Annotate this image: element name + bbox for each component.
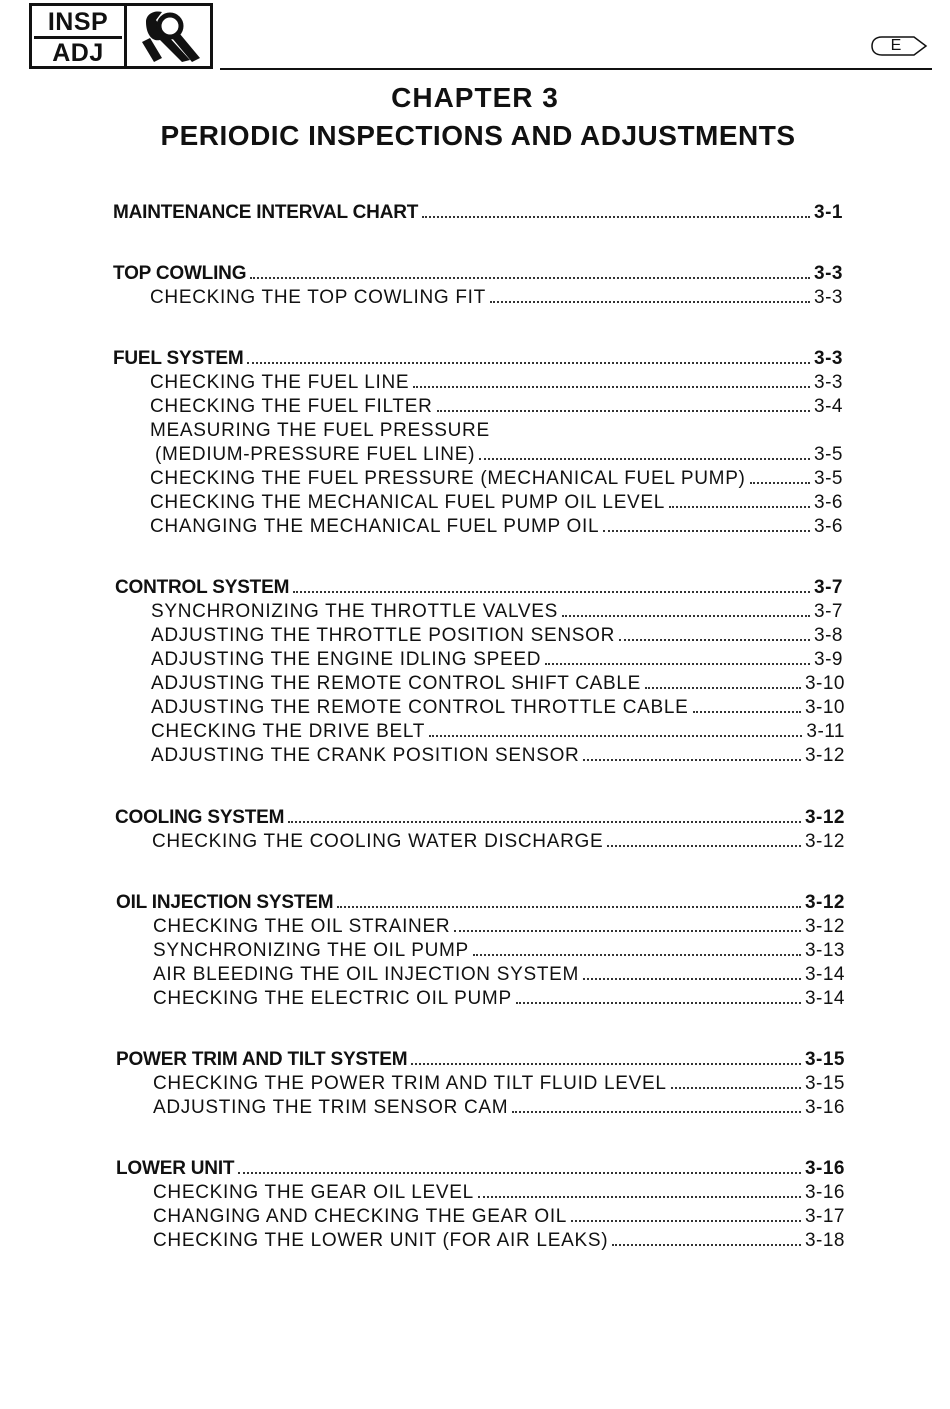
toc-leader-dots [478, 1196, 801, 1198]
toc-entry [151, 648, 843, 672]
toc-entry [150, 419, 843, 443]
toc-page-number: 3-5 [814, 444, 843, 465]
toc-entry-label: CHECKING THE TOP COWLING FIT [150, 287, 486, 308]
toc-entry-label: CHANGING AND CHECKING THE GEAR OIL [153, 1206, 568, 1227]
toc-page-number: 3-4 [814, 396, 843, 417]
toc-leader-dots [288, 821, 801, 823]
toc-entry-label: OIL INJECTION SYSTEM [116, 892, 334, 913]
toc-page-number: 3-5 [814, 468, 843, 489]
toc-page-number: 3-12 [804, 831, 845, 852]
toc-entry-label: ADJUSTING THE REMOTE CONTROL THROTTLE CABLE [151, 697, 689, 718]
toc-page-number: 3-15 [804, 1073, 845, 1094]
toc-page-number: 3-9 [814, 649, 843, 670]
toc-entry [153, 915, 845, 939]
toc-leader-dots [516, 1002, 801, 1004]
toc-entry-label: CHECKING THE GEAR OIL LEVEL [153, 1182, 474, 1203]
toc-entry-label: CHECKING THE DRIVE BELT [151, 721, 426, 742]
toc-entry-label: CHECKING THE FUEL LINE [150, 372, 410, 393]
language-mark-label: E [890, 37, 902, 54]
toc-entry-label: FUEL SYSTEM [113, 348, 244, 369]
toc-entry-label: SYNCHRONIZING THE OIL PUMP [153, 940, 469, 961]
toc-section-heading [116, 891, 845, 915]
toc-entry-label: CHECKING THE COOLING WATER DISCHARGE [152, 831, 604, 852]
toc-entry [150, 395, 843, 419]
toc-page-number: 3-3 [814, 348, 843, 369]
toc-entry [150, 515, 843, 539]
toc-leader-dots [429, 735, 802, 737]
toc-entry [155, 443, 843, 467]
toc-leader-dots [437, 410, 811, 412]
toc-entry [151, 600, 843, 624]
toc-entry-label: POWER TRIM AND TILT SYSTEM [116, 1049, 408, 1070]
toc-entry-label: CHECKING THE LOWER UNIT (FOR AIR LEAKS) [153, 1230, 609, 1251]
toc-entry-label: CHECKING THE MECHANICAL FUEL PUMP OIL LEVEL [150, 492, 666, 513]
toc-entry [153, 1072, 845, 1096]
toc-entry [150, 286, 843, 310]
toc-leader-dots [750, 482, 810, 484]
toc-leader-dots [293, 591, 810, 593]
toc-section-heading [115, 806, 845, 830]
toc-leader-dots [562, 615, 810, 617]
toc-leader-dots [337, 906, 801, 908]
toc-entry [150, 467, 843, 491]
toc-page-number: 3-12 [804, 807, 845, 828]
toc-page-number: 3-7 [814, 601, 843, 622]
toc-page-number: 3-14 [804, 988, 845, 1009]
toc-page-number: 3-6 [814, 492, 843, 513]
badge-top-label: INSP [47, 8, 109, 36]
toc-entry [152, 830, 845, 854]
toc-entry [151, 720, 845, 744]
toc-entry-label: MAINTENANCE INTERVAL CHART [113, 202, 419, 223]
toc-page-number: 3-18 [804, 1230, 845, 1251]
toc-entry [153, 1229, 845, 1253]
toc-entry [150, 491, 843, 515]
toc-page-number: 3-13 [804, 940, 845, 961]
toc-entry-label: CHECKING THE FUEL FILTER [150, 396, 433, 417]
toc-page-number: 3-12 [804, 916, 845, 937]
toc-entry-label: ADJUSTING THE TRIM SENSOR CAM [153, 1097, 509, 1118]
toc-leader-dots [250, 277, 810, 279]
toc-leader-dots [671, 1087, 801, 1089]
toc-entry-label: TOP COWLING [113, 263, 247, 284]
toc-leader-dots [411, 1063, 801, 1065]
toc-leader-dots [479, 458, 810, 460]
badge-bottom-label: ADJ [52, 39, 104, 67]
chapter-number: CHAPTER 3 [391, 82, 559, 113]
toc-leader-dots [413, 386, 810, 388]
toc-entry [151, 744, 845, 768]
toc-section-heading [115, 576, 843, 600]
toc-entry [153, 1181, 845, 1205]
toc-section-heading [113, 347, 843, 371]
toc-entry-label: CHANGING THE MECHANICAL FUEL PUMP OIL [150, 516, 600, 537]
toc-page-number: 3-12 [804, 745, 845, 766]
toc-entry [153, 1096, 845, 1120]
toc-page-number: 3-3 [814, 372, 843, 393]
toc-page-number: 3-14 [804, 964, 845, 985]
toc-section-heading [113, 262, 843, 286]
toc-leader-dots [454, 930, 801, 932]
toc-entry-label: ADJUSTING THE CRANK POSITION SENSOR [151, 745, 580, 766]
toc-leader-dots [603, 530, 810, 532]
toc-entry-label: MEASURING THE FUEL PRESSURE [150, 420, 490, 441]
toc-leader-dots [612, 1244, 801, 1246]
toc-entry-label: CHECKING THE FUEL PRESSURE (MECHANICAL FUEL PUMP) [150, 468, 746, 489]
toc-section-heading [116, 1048, 845, 1072]
toc-entry-label: LOWER UNIT [116, 1158, 235, 1179]
toc-entry-label: CHECKING THE OIL STRAINER [153, 916, 451, 937]
toc-page-number: 3-3 [814, 263, 843, 284]
toc-leader-dots [693, 711, 801, 713]
toc-entry-label: ADJUSTING THE THROTTLE POSITION SENSOR [151, 625, 616, 646]
toc-entry-label: CHECKING THE POWER TRIM AND TILT FLUID LEVEL [153, 1073, 667, 1094]
toc-page-number: 3-17 [804, 1206, 845, 1227]
toc-section-heading [113, 201, 843, 225]
toc-leader-dots [571, 1220, 801, 1222]
toc-page-number: 3-11 [806, 721, 845, 742]
toc-page-number: 3-3 [814, 287, 843, 308]
toc-entry [153, 1205, 845, 1229]
toc-page-number: 3-16 [804, 1097, 845, 1118]
toc-entry-label: CONTROL SYSTEM [115, 577, 290, 598]
toc-entry [153, 963, 845, 987]
toc-entry-label: CHECKING THE ELECTRIC OIL PUMP [153, 988, 512, 1009]
toc-entry [151, 624, 843, 648]
toc-page-number: 3-8 [814, 625, 843, 646]
toc-page-number: 3-15 [804, 1049, 845, 1070]
toc-entry-label: ADJUSTING THE REMOTE CONTROL SHIFT CABLE [151, 673, 642, 694]
toc-entry-label: SYNCHRONIZING THE THROTTLE VALVES [151, 601, 559, 622]
toc-leader-dots [512, 1111, 801, 1113]
toc-leader-dots [583, 759, 800, 761]
toc-entry [150, 371, 843, 395]
toc-entry [151, 696, 845, 720]
toc-page-number: 3-10 [804, 673, 845, 694]
toc-section-heading [116, 1157, 845, 1181]
toc-leader-dots [247, 362, 810, 364]
toc-entry [151, 672, 845, 696]
toc-page-number: 3-16 [804, 1158, 845, 1179]
toc-leader-dots [238, 1172, 801, 1174]
toc-page-number: 3-6 [814, 516, 843, 537]
toc-entry-label: (MEDIUM-PRESSURE FUEL LINE) [155, 444, 476, 465]
toc-leader-dots [607, 845, 801, 847]
toc-leader-dots [619, 639, 810, 641]
toc-entry-label: ADJUSTING THE ENGINE IDLING SPEED [151, 649, 542, 670]
chapter-title: PERIODIC INSPECTIONS AND ADJUSTMENTS [160, 120, 796, 151]
toc-entry-label: COOLING SYSTEM [115, 807, 285, 828]
toc-page-number: 3-7 [814, 577, 843, 598]
toc-entry [153, 987, 845, 1011]
toc-leader-dots [473, 954, 801, 956]
toc-page-number: 3-10 [804, 697, 845, 718]
toc-leader-dots [669, 506, 810, 508]
toc-leader-dots [645, 687, 801, 689]
toc-page-number: 3-16 [804, 1182, 845, 1203]
toc-leader-dots [422, 216, 810, 218]
toc-entry-label: AIR BLEEDING THE OIL INJECTION SYSTEM [153, 964, 580, 985]
toc-page-number: 3-1 [814, 202, 843, 223]
toc-leader-dots [583, 978, 801, 980]
toc-leader-dots [490, 301, 810, 303]
toc-page-number: 3-12 [804, 892, 845, 913]
toc-leader-dots [545, 663, 810, 665]
toc-entry [153, 939, 845, 963]
